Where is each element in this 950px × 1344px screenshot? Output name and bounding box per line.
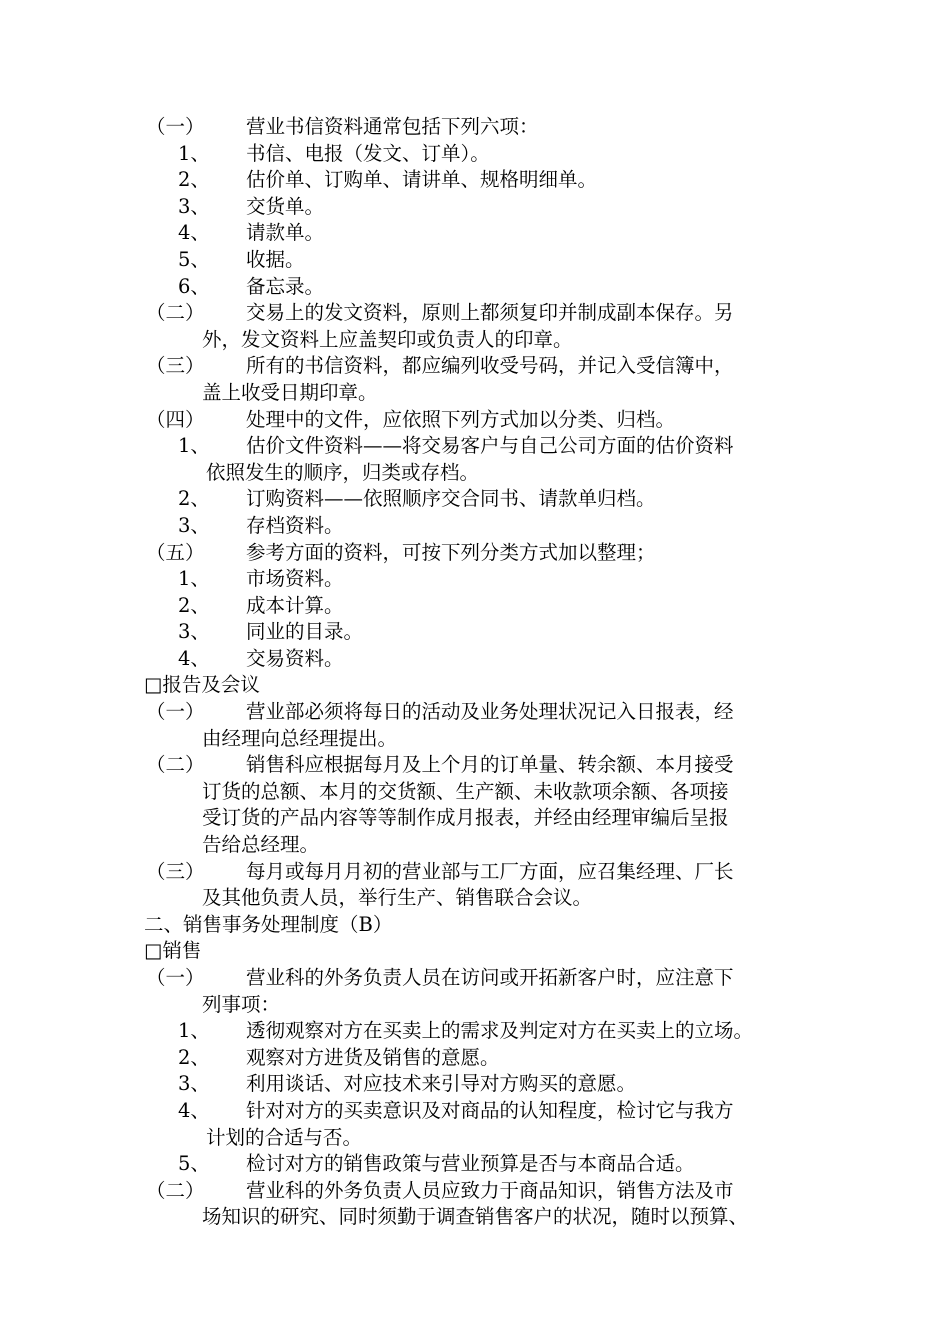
item-number: 2、 [178,593,210,617]
item-text: 估价文件资料——将交易客户与自己公司方面的估价资料 [246,434,734,458]
item-text: 备忘录。 [246,274,325,298]
section-heading [0,938,950,965]
item-number: 4、 [178,646,210,670]
item-number: 2、 [178,1045,210,1069]
item-text: 订购资料——依照顺序交合同书、请款单归档。 [246,487,656,511]
continuation-line [0,380,950,407]
item-number: 1、 [178,1019,210,1043]
list-item [0,1151,950,1178]
item-number: 1、 [178,141,210,165]
continuation-line [0,805,950,832]
list-item [0,220,950,247]
item-text: 计划的合适与否。 [206,1125,363,1149]
list-item [0,965,950,992]
item-text: 观察对方进货及销售的意愿。 [246,1045,500,1069]
item-text: 成本计算。 [246,593,344,617]
item-text: 销售科应根据每月及上个月的订单量、转余额、本月接受 [246,753,734,777]
item-number: 1、 [178,567,210,591]
section-heading [0,672,950,699]
list-item [0,194,950,221]
item-number: （二） [146,301,205,325]
item-text: 受订货的产品内容等等制作成月报表，并经由经理审编后呈报 [202,806,729,830]
item-text: 交货单。 [246,194,325,218]
list-item [0,1045,950,1072]
continuation-line [0,460,950,487]
list-item [0,859,950,886]
list-item [0,274,950,301]
item-text: 盖上收受日期印章。 [202,380,378,404]
item-text: □报告及会议 [144,673,260,697]
list-item [0,1018,950,1045]
list-item [0,141,950,168]
item-text: 营业科的外务负责人员在访问或开拓新客户时，应注意下 [246,966,734,989]
list-item [0,353,950,380]
item-number: （一） [146,115,205,138]
item-number: 3、 [178,1072,210,1096]
document-body [0,114,950,1231]
item-text: 交易资料。 [246,646,344,670]
list-item [0,752,950,779]
list-item [0,513,950,540]
item-number: 2、 [178,168,210,192]
item-text: 营业科的外务负责人员应致力于商品知识，销售方法及市 [246,1178,734,1202]
item-number: （五） [146,540,205,564]
item-number: （二） [146,753,205,777]
list-item [0,619,950,646]
item-text: 列事项： [202,992,281,1016]
item-text: 收据。 [246,247,305,271]
list-item [0,300,950,327]
item-text: 透彻观察对方在买卖上的需求及判定对方在买卖上的立场。 [246,1019,754,1043]
item-number: 3、 [178,194,210,218]
item-text: 营业部必须将每日的活动及业务处理状况记入日报表，经 [246,700,734,724]
continuation-line [0,1204,950,1231]
list-item [0,566,950,593]
item-number: 4、 [178,221,210,245]
item-text: 二、销售事务处理制度（B） [144,912,393,936]
list-item [0,699,950,726]
list-item [0,646,950,673]
continuation-line [0,1125,950,1152]
item-text: 场知识的研究、同时须勤于调查销售客户的状况，随时以预算、 [202,1205,749,1229]
continuation-line [0,779,950,806]
item-number: 2、 [178,487,210,511]
item-text: 订货的总额、本月的交货额、生产额、未收款项余额、各项接 [202,779,729,803]
item-text: 由经理向总经理提出。 [202,726,398,750]
item-number: （二） [146,1178,205,1202]
continuation-line [0,885,950,912]
item-text: 依照发生的顺序，归类或存档。 [206,460,480,484]
list-item [0,1098,950,1125]
item-text: □销售 [144,939,202,963]
item-text: 估价单、订购单、请讲单、规格明细单。 [246,168,598,192]
item-number: （一） [146,966,205,989]
item-text: 同业的目录。 [246,620,364,644]
item-text: 市场资料。 [246,567,344,591]
continuation-line [0,832,950,859]
item-number: （三） [146,354,205,378]
item-number: （四） [146,407,205,431]
item-text: 检讨对方的销售政策与营业预算是否与本商品合适。 [246,1152,695,1176]
item-number: 3、 [178,513,210,537]
list-item [0,1178,950,1205]
item-number: 5、 [178,247,210,271]
list-item [0,433,950,460]
list-item [0,407,950,434]
continuation-line [0,327,950,354]
item-text: 交易上的发文资料，原则上都须复印并制成副本保存。另 [246,301,734,325]
item-text: 营业书信资料通常包括下列六项： [246,115,539,138]
continuation-line [0,726,950,753]
list-item [0,167,950,194]
item-text: 请款单。 [246,221,325,245]
item-text: 存档资料。 [246,513,344,537]
continuation-line [0,992,950,1019]
item-number: （三） [146,859,205,883]
item-number: 4、 [178,1098,210,1122]
item-text: 处理中的文件，应依照下列方式加以分类、归档。 [246,407,676,431]
list-item [0,114,950,141]
list-item [0,540,950,567]
list-item [0,486,950,513]
list-item [0,247,950,274]
item-number: 3、 [178,620,210,644]
item-text: 及其他负责人员，举行生产、销售联合会议。 [202,886,593,910]
item-text: 参考方面的资料，可按下列分类方式加以整理； [246,540,656,564]
section-heading [0,912,950,939]
item-text: 每月或每月月初的营业部与工厂方面，应召集经理、厂长 [246,859,734,883]
item-text: 针对对方的买卖意识及对商品的认知程度，检讨它与我方 [246,1098,734,1122]
item-number: （一） [146,700,205,724]
item-text: 书信、电报（发文、订单）。 [246,141,490,165]
item-text: 告给总经理。 [202,833,320,857]
item-number: 1、 [178,434,210,458]
list-item [0,593,950,620]
item-text: 利用谈话、对应技术来引导对方购买的意愿。 [246,1072,637,1096]
item-number: 6、 [178,274,210,298]
item-text: 所有的书信资料，都应编列收受号码，并记入受信簿中， [246,354,734,378]
item-text: 外，发文资料上应盖契印或负责人的印章。 [202,327,573,351]
item-number: 5、 [178,1152,210,1176]
list-item [0,1071,950,1098]
